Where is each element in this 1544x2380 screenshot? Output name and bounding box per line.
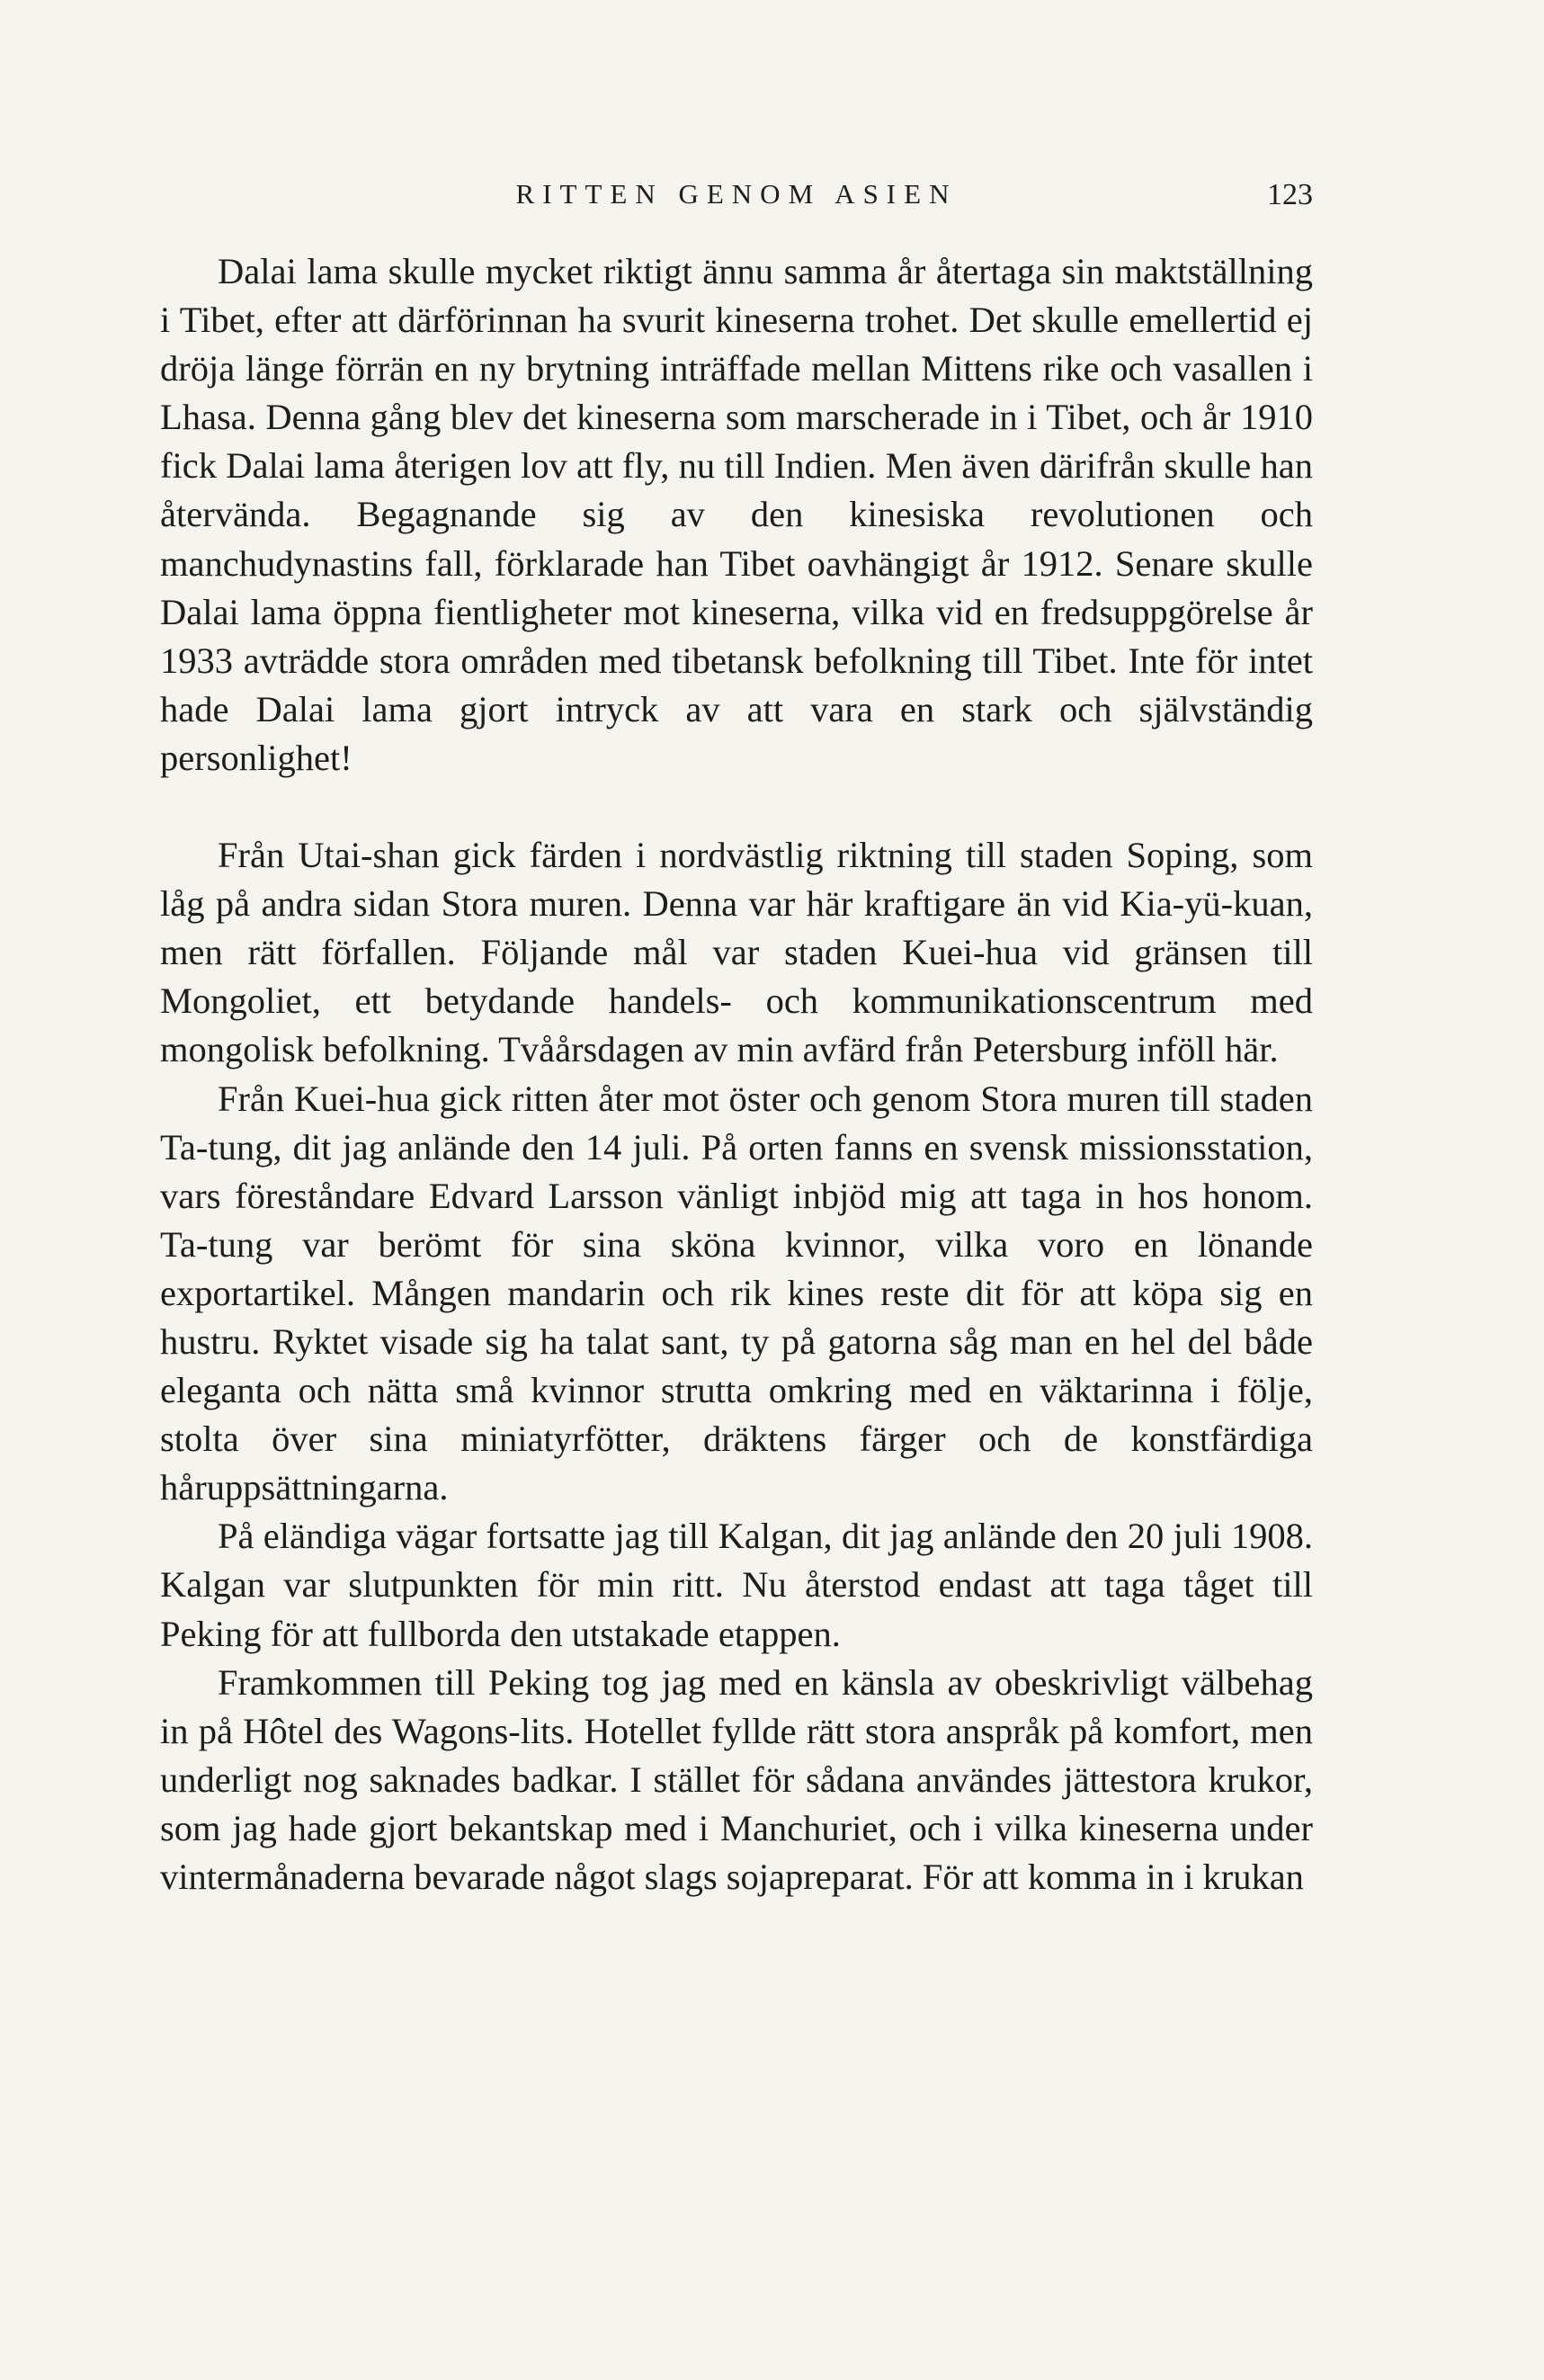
- page-header: [160, 178, 1313, 223]
- paragraph-dalai-lama: Dalai lama skulle mycket riktigt ännu samma år återtaga sin maktställning i Tibet, efter att därförinnan ha svurit kineserna trohet. Det skulle emellertid ej dröja länge förrän en ny brytning inträffade mellan Mittens rike och vasallen i Lhasa. Denna gång blev det kineserna som marscherade in i Tibet, och år 1910 fick Dalai lama återigen lov att fly, nu till Indien. Men även därifrån skulle han återvända. Begagnande sig av den kinesiska revolutionen och manchudynastins fall, förklarade han Tibet oavhängigt år 1912. Senare skulle Dalai lama öppna fientligheter mot kineserna, vilka vid en fredsuppgörelse år 1933 avträdde stora områden med tibetansk befolkning till Tibet. Inte för intet hade Dalai lama gjort intryck av att vara en stark och självständig personlighet!: [160, 251, 1313, 778]
- running-title: RITTEN GENOM ASIEN: [515, 178, 958, 210]
- paragraph-peking: Framkommen till Peking tog jag med en känsla av obeskrivligt välbehag in på Hôtel des Wagons-lits. Hotellet fyllde rätt stora anspråk på komfort, men underligt nog saknades badkar. I stället för sådana användes jättestora krukor, som jag hade gjort bekantskap med i Manchuriet, och i vilka kineserna under vintermånaderna bevarade något slags sojapreparat. För att komma in i krukan: [160, 1661, 1313, 1897]
- paragraph-utai-shan: Från Utai-shan gick färden i nordvästlig riktning till staden Soping, som låg på andra sidan Stora muren. Denna var här kraftigare än vid Kia-yü-kuan, men rätt förfallen. Följande mål var staden Kuei-hua vid gränsen till Mongoliet, ett betydande handels- och kommunikationscentrum med mongolisk befolkning. Tvåårsdagen av min avfärd från Petersburg inföll här.: [160, 835, 1313, 1070]
- paragraph-kalgan: På eländiga vägar fortsatte jag till Kalgan, dit jag anlände den 20 juli 1908. Kalgan var slutpunkten för min ritt. Nu återstod endast att taga tåget till Peking för att fullborda den utstakade etappen.: [160, 1516, 1313, 1654]
- body-text: [160, 247, 1313, 1901]
- page-number: 123: [1267, 178, 1313, 211]
- section-break: [160, 783, 1313, 831]
- paragraph-ta-tung: Från Kuei-hua gick ritten åter mot öster och genom Stora muren till staden Ta-tung, dit jag anlände den 14 juli. På orten fanns en svensk missionsstation, vars föreståndare Edvard Larsson vänligt inbjöd mig att taga in hos honom. Ta-tung var berömt för sina sköna kvinnor, vilka voro en lönande exportartikel. Mången mandarin och rik kines reste dit för att köpa sig en hustru. Ryktet visade sig ha talat sant, ty på gatorna såg man en hel del både eleganta och nätta små kvinnor strutta omkring med en väktarinna i följe, stolta över sina miniatyrfötter, dräktens färger och de konstfärdiga håruppsättningarna.: [160, 1078, 1313, 1508]
